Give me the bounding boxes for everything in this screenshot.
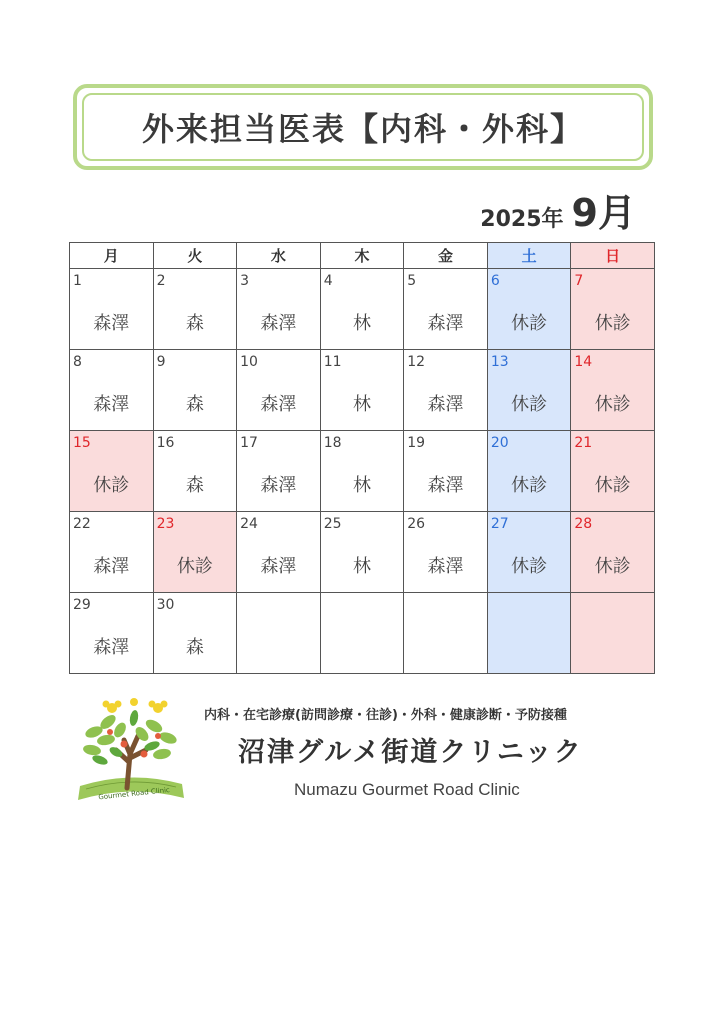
- doctor-name: 森澤: [93, 637, 130, 658]
- calendar-day-cell: [70, 431, 154, 512]
- doctor-name: 休診: [511, 475, 548, 496]
- title-frame: [73, 84, 653, 170]
- weekday-fri: 金: [404, 243, 488, 269]
- calendar-day-cell: [70, 269, 154, 350]
- calendar-week-row: [70, 512, 655, 593]
- calendar-day-cell: [153, 350, 237, 431]
- weekday-thu: 木: [320, 243, 404, 269]
- month-suffix: 月: [597, 191, 636, 235]
- year-label: 2025年: [480, 207, 564, 232]
- doctor-name: 休診: [594, 556, 631, 577]
- doctor-name: 休診: [594, 313, 631, 334]
- calendar-day-cell: [70, 512, 154, 593]
- doctor-name: 森澤: [93, 313, 130, 334]
- calendar-day-cell: [320, 512, 404, 593]
- doctor-name: 休診: [594, 475, 631, 496]
- doctor-name: 森澤: [93, 394, 130, 415]
- doctor-name: 森澤: [427, 394, 464, 415]
- calendar-day-cell: [237, 350, 321, 431]
- day-number: 20: [490, 435, 509, 451]
- clinic-logo-tree-icon: [72, 692, 190, 810]
- day-number: 21: [574, 435, 593, 451]
- doctor-name: 森: [185, 637, 204, 658]
- weekday-header-row: [70, 243, 655, 269]
- month-number: 9: [571, 191, 598, 235]
- calendar-week-row: [70, 431, 655, 512]
- day-number: 24: [240, 516, 258, 532]
- calendar-table: [69, 242, 655, 674]
- clinic-name-jp: 沼津グルメ街道クリニック: [238, 737, 583, 768]
- doctor-name: 森澤: [427, 313, 464, 334]
- calendar-day-cell: [237, 593, 321, 674]
- doctor-name: 森: [185, 475, 204, 496]
- day-number: 8: [73, 354, 82, 370]
- day-number: 4: [323, 273, 333, 289]
- calendar-day-cell: [237, 269, 321, 350]
- calendar-day-cell: [571, 350, 655, 431]
- calendar-day-cell: [487, 269, 571, 350]
- doctor-name: 休診: [511, 556, 548, 577]
- calendar-day-cell: [404, 269, 488, 350]
- calendar-day-cell: [487, 512, 571, 593]
- calendar-day-cell: [571, 512, 655, 593]
- doctor-name: 森: [185, 394, 204, 415]
- weekday-mon: 月: [70, 243, 154, 269]
- day-number: 15: [73, 435, 91, 451]
- calendar-day-cell: [487, 350, 571, 431]
- doctor-name: 森澤: [260, 556, 297, 577]
- doctor-name: 林: [352, 475, 371, 496]
- doctor-name: 森澤: [93, 556, 130, 577]
- calendar-day-cell: [70, 350, 154, 431]
- page-title: 外来担当医表【内科・外科】: [141, 110, 584, 148]
- day-number: 25: [323, 516, 342, 532]
- calendar-day-cell: [404, 431, 488, 512]
- day-number: 30: [156, 597, 175, 613]
- title-inner-frame: [82, 93, 644, 161]
- calendar-day-cell: [70, 593, 154, 674]
- day-number: 1: [73, 273, 82, 289]
- day-number: 10: [240, 354, 258, 370]
- day-number: 12: [407, 354, 426, 370]
- day-number: 2: [156, 273, 166, 289]
- day-number: 6: [490, 273, 500, 289]
- day-number: 5: [407, 273, 417, 289]
- calendar-day-cell: [153, 431, 237, 512]
- logo-ribbon-text: Gourmet Road Clinic: [97, 785, 171, 802]
- day-number: 28: [574, 516, 593, 532]
- calendar-day-cell: [404, 512, 488, 593]
- calendar-day-cell: [320, 593, 404, 674]
- day-number: 22: [73, 516, 91, 532]
- services-text: 内科・在宅診療(訪問診療・往診)・外科・健康診断・予防接種: [204, 708, 567, 723]
- calendar-day-cell: [404, 593, 488, 674]
- clinic-footer: [72, 692, 662, 812]
- calendar-week-row: [70, 269, 655, 350]
- weekday-sat: 土: [487, 243, 571, 269]
- calendar-day-cell: [320, 269, 404, 350]
- doctor-name: 休診: [93, 475, 130, 496]
- calendar-day-cell: [153, 512, 237, 593]
- calendar-day-cell: [320, 350, 404, 431]
- day-number: 26: [407, 516, 426, 532]
- calendar-day-cell: [487, 593, 571, 674]
- doctor-name: 休診: [511, 313, 548, 334]
- clinic-name-en: Numazu Gourmet Road Clinic: [294, 780, 520, 799]
- day-number: 3: [240, 273, 250, 289]
- calendar-day-cell: [571, 593, 655, 674]
- doctor-name: 森: [185, 313, 204, 334]
- day-number: 29: [73, 597, 91, 613]
- doctor-name: 森澤: [427, 475, 464, 496]
- day-number: 14: [574, 354, 593, 370]
- day-number: 16: [156, 435, 175, 451]
- weekday-sun: 日: [571, 243, 655, 269]
- calendar-week-row: [70, 350, 655, 431]
- calendar-week-row: [70, 593, 655, 674]
- calendar-day-cell: [571, 269, 655, 350]
- day-number: 13: [490, 354, 509, 370]
- calendar-day-cell: [237, 431, 321, 512]
- calendar-day-cell: [320, 431, 404, 512]
- calendar-day-cell: [487, 431, 571, 512]
- doctor-name: 休診: [511, 394, 548, 415]
- doctor-name: 林: [352, 313, 371, 334]
- doctor-name: 森澤: [260, 475, 297, 496]
- doctor-name: 林: [352, 556, 371, 577]
- weekday-wed: 水: [237, 243, 321, 269]
- day-number: 9: [156, 354, 166, 370]
- day-number: 27: [490, 516, 509, 532]
- calendar-day-cell: [153, 593, 237, 674]
- day-number: 17: [240, 435, 258, 451]
- doctor-name: 森澤: [427, 556, 464, 577]
- calendar-day-cell: [404, 350, 488, 431]
- calendar-day-cell: [571, 431, 655, 512]
- day-number: 23: [156, 516, 175, 532]
- calendar-day-cell: [237, 512, 321, 593]
- day-number: 18: [323, 435, 342, 451]
- day-number: 19: [407, 435, 426, 451]
- doctor-name: 林: [352, 394, 371, 415]
- day-number: 11: [323, 354, 342, 370]
- month-heading: [480, 182, 636, 237]
- calendar-day-cell: [153, 269, 237, 350]
- doctor-name: 森澤: [260, 313, 297, 334]
- day-number: 7: [574, 273, 584, 289]
- weekday-tue: 火: [153, 243, 237, 269]
- doctor-name: 休診: [176, 556, 213, 577]
- doctor-name: 森澤: [260, 394, 297, 415]
- doctor-name: 休診: [594, 394, 631, 415]
